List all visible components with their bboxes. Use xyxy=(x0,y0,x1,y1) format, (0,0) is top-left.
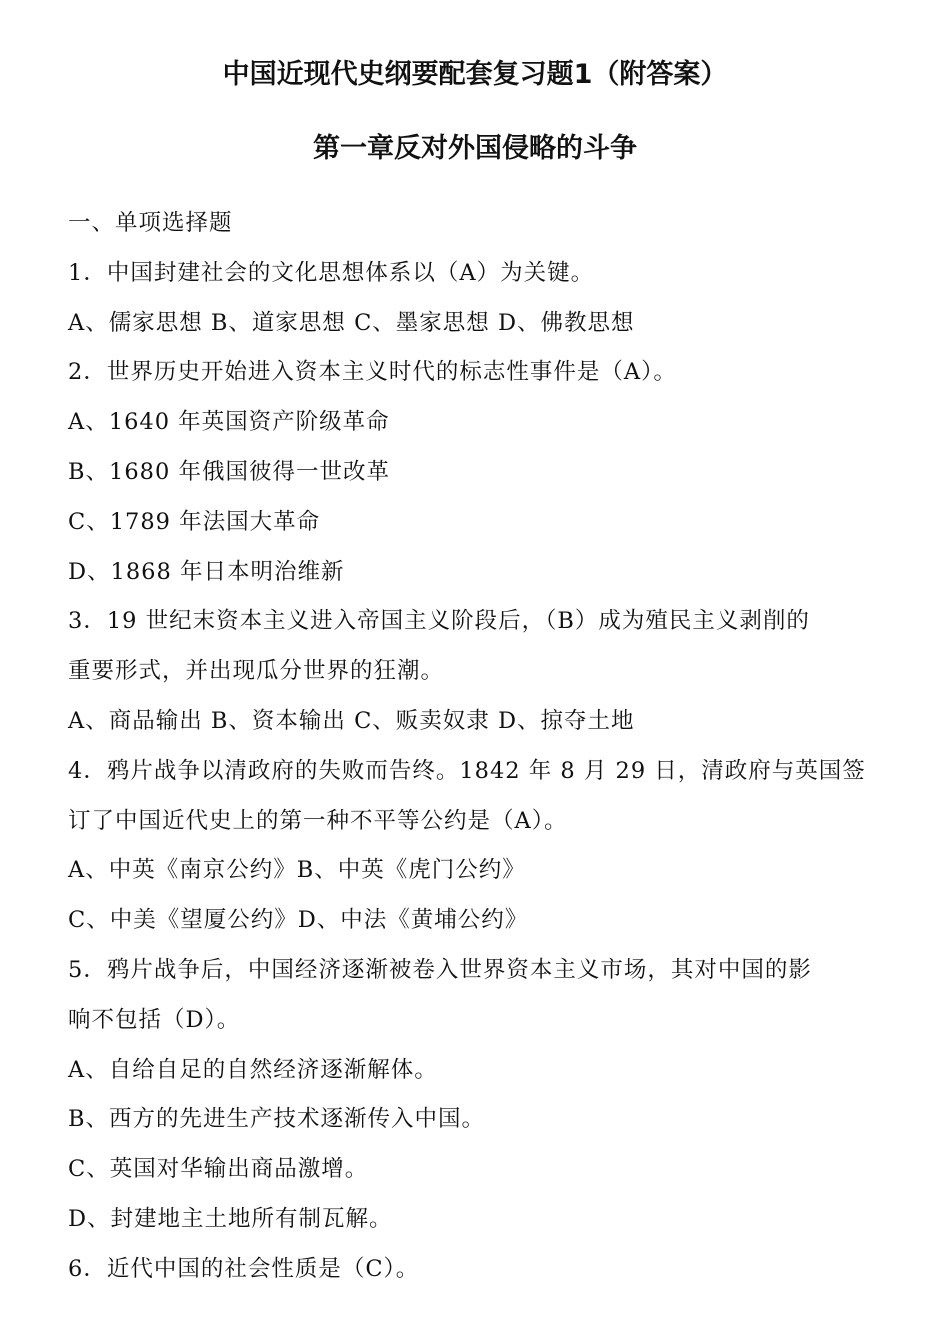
question-option: D、1868 年日本明治维新 xyxy=(68,558,345,585)
question-stem: 5．鸦片战争后，中国经济逐渐被卷入世界资本主义市场，其对中国的影 xyxy=(68,956,812,983)
question-options: A、中英《南京公约》B、中英《虎门公约》 xyxy=(68,857,526,884)
question-item xyxy=(68,597,883,746)
question-option: C、英国对华输出商品激增。 xyxy=(68,1156,369,1183)
question-stem-continued: 响不包括（D）。 xyxy=(68,1006,241,1033)
question-item xyxy=(68,1245,883,1295)
document-body xyxy=(68,199,883,1295)
question-item xyxy=(68,348,883,597)
question-item xyxy=(68,249,883,349)
question-option: D、封建地主土地所有制瓦解。 xyxy=(68,1205,393,1232)
question-item xyxy=(68,747,883,946)
question-stem: 1．中国封建社会的文化思想体系以（A）为关键。 xyxy=(68,259,595,286)
question-options: A、商品输出 B、资本输出 C、贩卖奴隶 D、掠夺土地 xyxy=(68,707,635,734)
question-option: A、自给自足的自然经济逐渐解体。 xyxy=(68,1056,438,1083)
section-heading: 一、单项选择题 xyxy=(68,210,233,236)
question-option: C、1789 年法国大革命 xyxy=(68,508,321,535)
question-stem: 3．19 世纪末资本主义进入帝国主义阶段后，（B）成为殖民主义剥削的 xyxy=(68,608,810,635)
question-stem-continued: 订了中国近代史上的第一种不平等公约是（A）。 xyxy=(68,807,568,834)
question-option: A、1640 年英国资产阶级革命 xyxy=(68,409,390,436)
question-option: B、1680 年俄国彼得一世改革 xyxy=(68,458,390,485)
question-options: C、中美《望厦公约》D、中法《黄埔公约》 xyxy=(68,907,529,934)
question-stem: 2．世界历史开始进入资本主义时代的标志性事件是（A）。 xyxy=(68,359,677,386)
chapter-title: 第一章反对外国侵略的斗争 xyxy=(313,133,637,164)
question-options: A、儒家思想 B、道家思想 C、墨家思想 D、佛教思想 xyxy=(68,309,635,336)
question-item xyxy=(68,946,883,1245)
document-title: 中国近现代史纲要配套复习题1（附答案） xyxy=(222,59,728,90)
question-option: B、西方的先进生产技术逐渐传入中国。 xyxy=(68,1106,486,1133)
question-stem: 6．近代中国的社会性质是（C）。 xyxy=(68,1255,420,1282)
question-stem-continued: 重要形式，并出现瓜分世界的狂潮。 xyxy=(68,658,445,685)
question-stem: 4．鸦片战争以清政府的失败而告终。1842 年 8 月 29 日，清政府与英国签 xyxy=(68,757,866,784)
